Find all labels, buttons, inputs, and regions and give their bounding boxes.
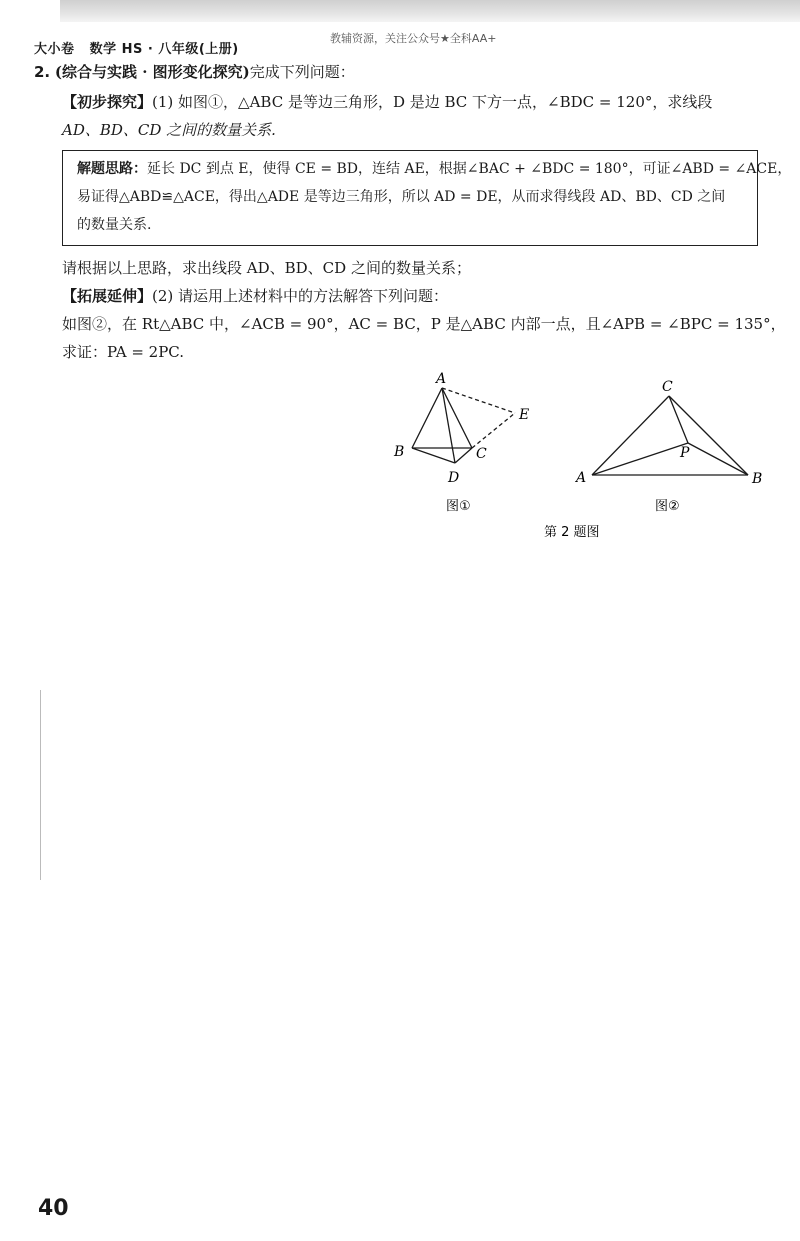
fig2-label-a: A [576,470,587,486]
hint-line-3: 的数量关系. [77,217,152,233]
page-number: 40 [38,1196,69,1221]
fig1-label-a: A [436,371,447,387]
figures-svg [0,0,800,560]
header-notice: 教辅资源，关注公众号★全科AA+ [330,32,497,45]
fig2-label-b: B [752,471,763,487]
segment-pc [669,396,688,443]
segment-pa [592,443,688,475]
fig2-caption: 图② [655,499,680,514]
figure-2 [592,396,748,475]
question-tag: (综合与实践 · 图形变化探究) [54,63,250,81]
segment-ad [442,388,455,463]
part1-label: 【初步探究】 [62,93,153,111]
part2-label: 【拓展延伸】 [62,287,153,305]
dashed-ce [472,413,515,448]
fig1-label-c: C [476,446,487,462]
part1-text-1: (1) 如图①，△ABC 是等边三角形，D 是边 BC 下方一点，∠BDC = 120°，求线段 [152,93,713,111]
fig1-label-d: D [448,470,460,486]
part2-text-1: (2) 请运用上述材料中的方法解答下列问题： [152,287,449,305]
segment-bd [412,448,455,463]
fig1-label-b: B [394,444,405,460]
hint-label: 解题思路： [77,161,147,177]
figure-1 [412,388,515,463]
part1-line2: AD、BD、CD 之间的数量关系. [62,121,276,139]
segment-ac [442,388,472,448]
fig1-label-e: E [519,407,530,423]
segment-pb [688,443,748,475]
subject-grade: 数学 HS · 八年级(上册) [89,42,239,57]
question-number: 2. [34,63,51,81]
scan-edge-mark [40,690,41,880]
hint-text-1: 延长 DC 到点 E，使得 CE = BD，连结 AE，根据∠BAC + ∠BDC = 180°，可证∠ABD = ∠ACE， [147,161,792,177]
segment-cd [455,448,472,463]
hint-line-2: 易证得△ABD≌△ACE，得出△ADE 是等边三角形，所以 AD = DE，从而求得线段 AD、BD、CD 之间 [77,189,726,205]
part2-line2: 如图②，在 Rt△ABC 中，∠ACB = 90°，AC = BC，P 是△ABC 内部一点，且∠APB = ∠BPC = 135°， [62,315,786,333]
part2-line3: 求证：PA = 2PC. [62,343,184,361]
question-intro: 完成下列问题： [249,63,355,81]
fig1-caption: 图① [446,499,471,514]
fig2-label-c: C [662,379,673,395]
series-name: 大小卷 [34,42,75,57]
segment-bc2 [669,396,748,475]
segment-ab [412,388,442,448]
figure-caption: 第 2 题图 [544,525,600,540]
segment-ac2 [592,396,669,475]
request-line: 请根据以上思路，求出线段 AD、BD、CD 之间的数量关系； [62,259,471,277]
fig2-label-p: P [680,445,690,461]
